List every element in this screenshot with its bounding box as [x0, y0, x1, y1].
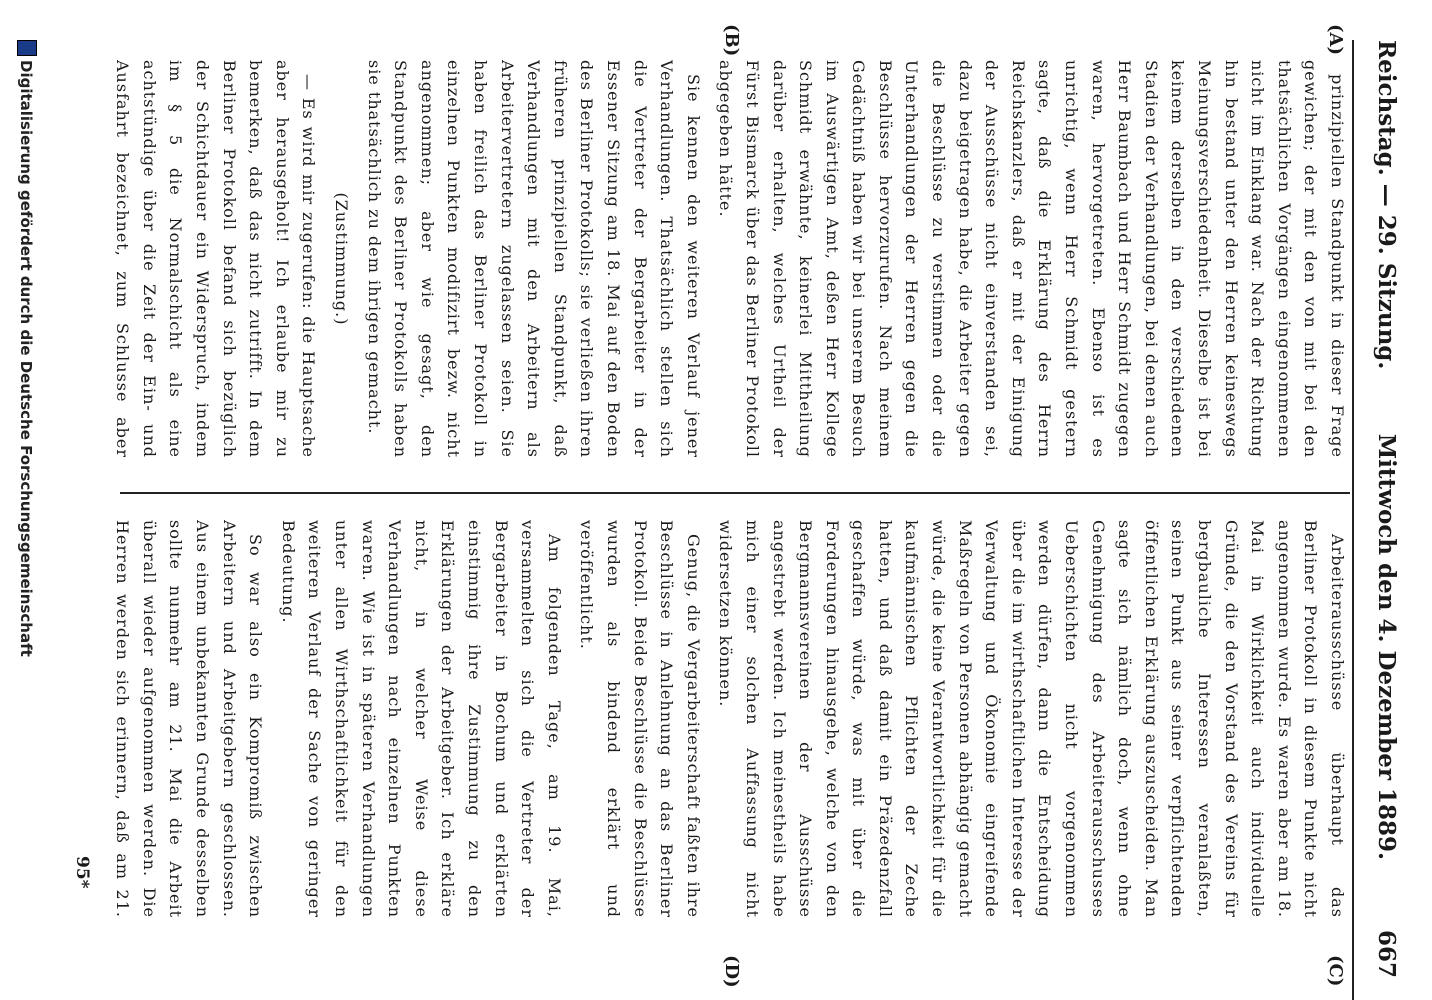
paragraph: Sie kennen den weiteren Verlauf jener Verhandlungen. Thatsächlich stellen sich die Vertreter der Bergarbeiter in der Essener Sitzung am 18. Mai auf den Boden des Berliner Protokolls; sie verließen ihren früheren prinzipiellen Standpunkt, daß Verhandlungen mit den Arbeitern als Arbeitervertretern zugelassen seien. Sie haben freilich das Berliner Protokoll in einzelnen Punkten modifizirt bezw. nicht angenommen; aber wie gesagt, den Standpunkt des Berliner Protokolls haben sie thatsächlich zu dem ihrigen gemacht. [364, 60, 703, 458]
margin-marker-d: (D) [721, 955, 742, 988]
paragraph: Am folgenden Tage, am 19. Mai, versammelten sich die Vertreter der Bergarbeiter in Bochum und erklärten einstimmig ihre Zustimmung zu den Erklärungen der Arbeitgeber. Ich erkläre nicht, in welcher Weise diese Verhandlungen nach einzelnen Punkten waren. Wie ist in späteren Verhandlungen unter allen Wirthschaftlichkeit für den weiteren Verlauf der Sache von geringer Bedeutung. [278, 520, 564, 918]
paragraph: Arbeiterausschüsse überhaupt das Berliner Protokoll in diesem Punkte nicht angenommen wurde. Es waren aber am 18. Mai in Wirklichkeit auch individuelle Gründe, die den Vorstand des Vereins für bergbauliche Interessen veranlaßten, seinen Punkt aus seiner verpflichtenden öffentlichen Erklärung auszuscheiden. Man sagte sich nämlich doch, wenn ohne Genehmigung des Arbeiterausschusses Ueberschichten nicht vorgenommen werden dürfen, dann die Entscheidung über die im wirthschaftlichen Interesse der Verwaltung und Ökonomie eingreifende Maßregeln von Personen abhängig gemacht würde, die keine Verantwortlichkeit für die kaufmännischen Pflichten der Zeche hatten, und daß damit ein Präzedenzfall geschaffen würde, was mit über die Forderungen hinausgehe, welche von den Bergmannsvereinen der Ausschüsse angestrebt werden. Ich meinestheils habe mich einer solchen Auffassung nicht widersetzen können. [716, 520, 1347, 918]
header-session-title: Reichstag. — 29. Sitzung. [1373, 40, 1400, 370]
paragraph: So war also ein Kompromiß zwischen Arbeitern und Arbeitgebern geschlossen. Aus einem unbekannten Grunde desselben sollte nunmehr am 21. Mai die Arbeit überall wieder aufgenommen werden. Die Herren werden sich erinnern, daß am 21. [113, 520, 266, 918]
sheet-signature: 95* [72, 856, 92, 889]
paragraph: prinzipiellen Standpunkt in dieser Frage gewichen; der mit den von mit bei den thatsächlichen Vorgängen eingenommenen nicht im Einklang war. Nach der Richtung hin bestand unter den Herren keineswegs Meinungsverschiedenheit. Dieselbe ist bei keinem derselben in den verschiedenen Stadien der Verhandlungen, bei denen auch Herr Baumbach und Herr Schmidt zugegen waren, hervorgetreten. Ebenso ist es unrichtig, wenn Herr Schmidt gestern sagte, daß die Erklärung des Herrn Reichskanzlers, daß er mit der Einigung der Ausschüsse nicht einverstanden sei, dazu beigetragen habe, die Arbeiter gegen die Beschlüsse zu verstimmen oder die Unterhandlungen der Herren gegen die Beschlüsse hervorzurufen. Nach meinem Gedächtniß haben wir bei unserem Besuch im Auswärtigen Amt, deßen Herr Kollege Schmidt erwähnte, keinerlei Mittheilung darüber erhalten, welches Urtheil der Fürst Bismarck über das Berliner Protokoll abgegeben hätte. [716, 60, 1347, 458]
margin-marker-a: (A) [1325, 24, 1346, 55]
header-page-number: 667 [1373, 929, 1400, 978]
text-column-right [108, 520, 1350, 918]
interjection-note: (Zustimmung.) [332, 192, 352, 326]
header-date [1373, 434, 1400, 978]
margin-marker-c: (C) [1325, 955, 1346, 987]
paragraph: — Es wird mir zugerufen: die Hauptsache aber herausgeholt! Ich erlaube mir zu bemerken, daß das nicht zutrifft. In dem Berliner Protokoll befand sich bezüglich der Schichtdauer ein Widerspruch, indem im § 5 die Normalschicht als eine achtstündige über die Zeit der Ein- und Ausfahrt bezeichnet, zum Schlusse aber [113, 60, 319, 458]
dfg-logo-icon [17, 40, 37, 56]
page-header [1352, 40, 1402, 1000]
header-date-text: Mittwoch den 4. Dezember 1889. [1373, 433, 1400, 860]
column-divider [120, 492, 1350, 494]
text-column-left [108, 60, 1350, 458]
digitization-credit: Digitalisierung gefördert durch die Deutsche Forschungsgemeinschaft [17, 60, 35, 657]
paragraph: Genug, die Vergarbeiterschaft faßten ihre Beschlüsse in Anlehnung an das Berliner Protokoll. Beide Beschlüsse die Beschlüsse wurden als bindend erklärt und veröffentlicht. [577, 520, 703, 918]
margin-marker-b: (B) [721, 24, 742, 57]
